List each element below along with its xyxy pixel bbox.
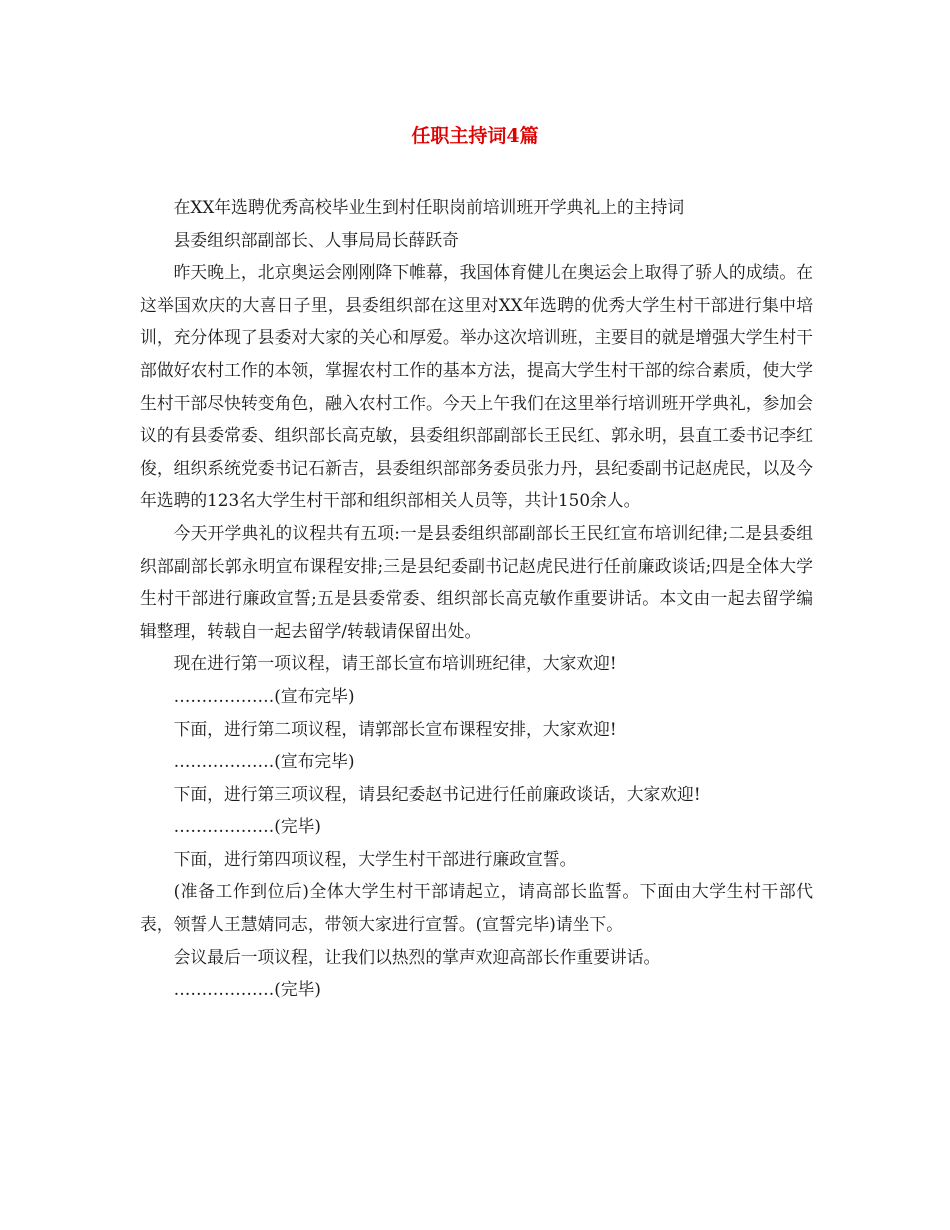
- paragraph-agenda: 今天开学典礼的议程共有五项:一是县委组织部副部长王民红宣布培训纪律;二是县委组织部副部长郭永明宣布课程安排;三是县纪委副书记赵虎民进行任前廉政谈话;四是全体大学生村干部进行廉政宣誓;五是县委常委、组织部长高克敏作重要讲话。本文由一起去留学编辑整理，转载自一起去留学/转载请保留出处。: [140, 522, 813, 641]
- paragraph-item-1-done: ………………(宣布完毕): [173, 685, 355, 706]
- paragraph-heading: 在XX年选聘优秀高校毕业生到村任职岗前培训班开学典礼上的主持词: [173, 197, 685, 217]
- paragraph-speaker: 县委组织部副部长、人事局局长薛跃奇: [173, 229, 459, 250]
- document-body: [140, 191, 813, 1006]
- paragraph-item-4: 下面，进行第四项议程，大学生村干部进行廉政宣誓。: [173, 848, 577, 869]
- paragraph-oath: (准备工作到位后)全体大学生村干部请起立，请高部长监誓。下面由大学生村干部代表，领誓人王慧婧同志，带领大家进行宣誓。(宣誓完毕)请坐下。: [140, 881, 813, 935]
- paragraph-item-2-done: ………………(宣布完毕): [173, 751, 355, 772]
- paragraph-item-3-done: ………………(完毕): [173, 816, 321, 837]
- paragraph-item-3: 下面，进行第三项议程，请县纪委赵书记进行任前廉政谈话，大家欢迎!: [173, 783, 701, 804]
- document-title: 任职主持词4篇: [411, 125, 539, 147]
- paragraph-item-2: 下面，进行第二项议程，请郭部长宣布课程安排，大家欢迎!: [173, 718, 617, 739]
- paragraph-item-5: 会议最后一项议程，让我们以热烈的掌声欢迎高部长作重要讲话。: [173, 946, 661, 967]
- paragraph-opening: 昨天晚上，北京奥运会刚刚降下帷幕，我国体育健儿在奥运会上取得了骄人的成绩。在这举国欢庆的大喜日子里，县委组织部在这里对XX年选聘的优秀大学生村干部进行集中培训，充分体现了县委对大家的关心和厚爱。举办这次培训班，主要目的就是增强大学生村干部做好农村工作的本领，掌握农村工作的基本方法，提高大学生村干部的综合素质，使大学生村干部尽快转变角色，融入农村工作。今天上午我们在这里举行培训班开学典礼，参加会议的有县委常委、组织部长高克敏，县委组织部副部长王民红、郭永明，县直工委书记李红俊，组织系统党委书记石新吉，县委组织部部务委员张力丹，县纪委副书记赵虎民，以及今年选聘的123名大学生村干部和组织部相关人员等，共计150余人。: [140, 262, 813, 511]
- paragraph-item-5-done: ………………(完毕): [173, 979, 321, 1000]
- paragraph-item-1: 现在进行第一项议程，请王部长宣布培训班纪律，大家欢迎!: [173, 653, 617, 674]
